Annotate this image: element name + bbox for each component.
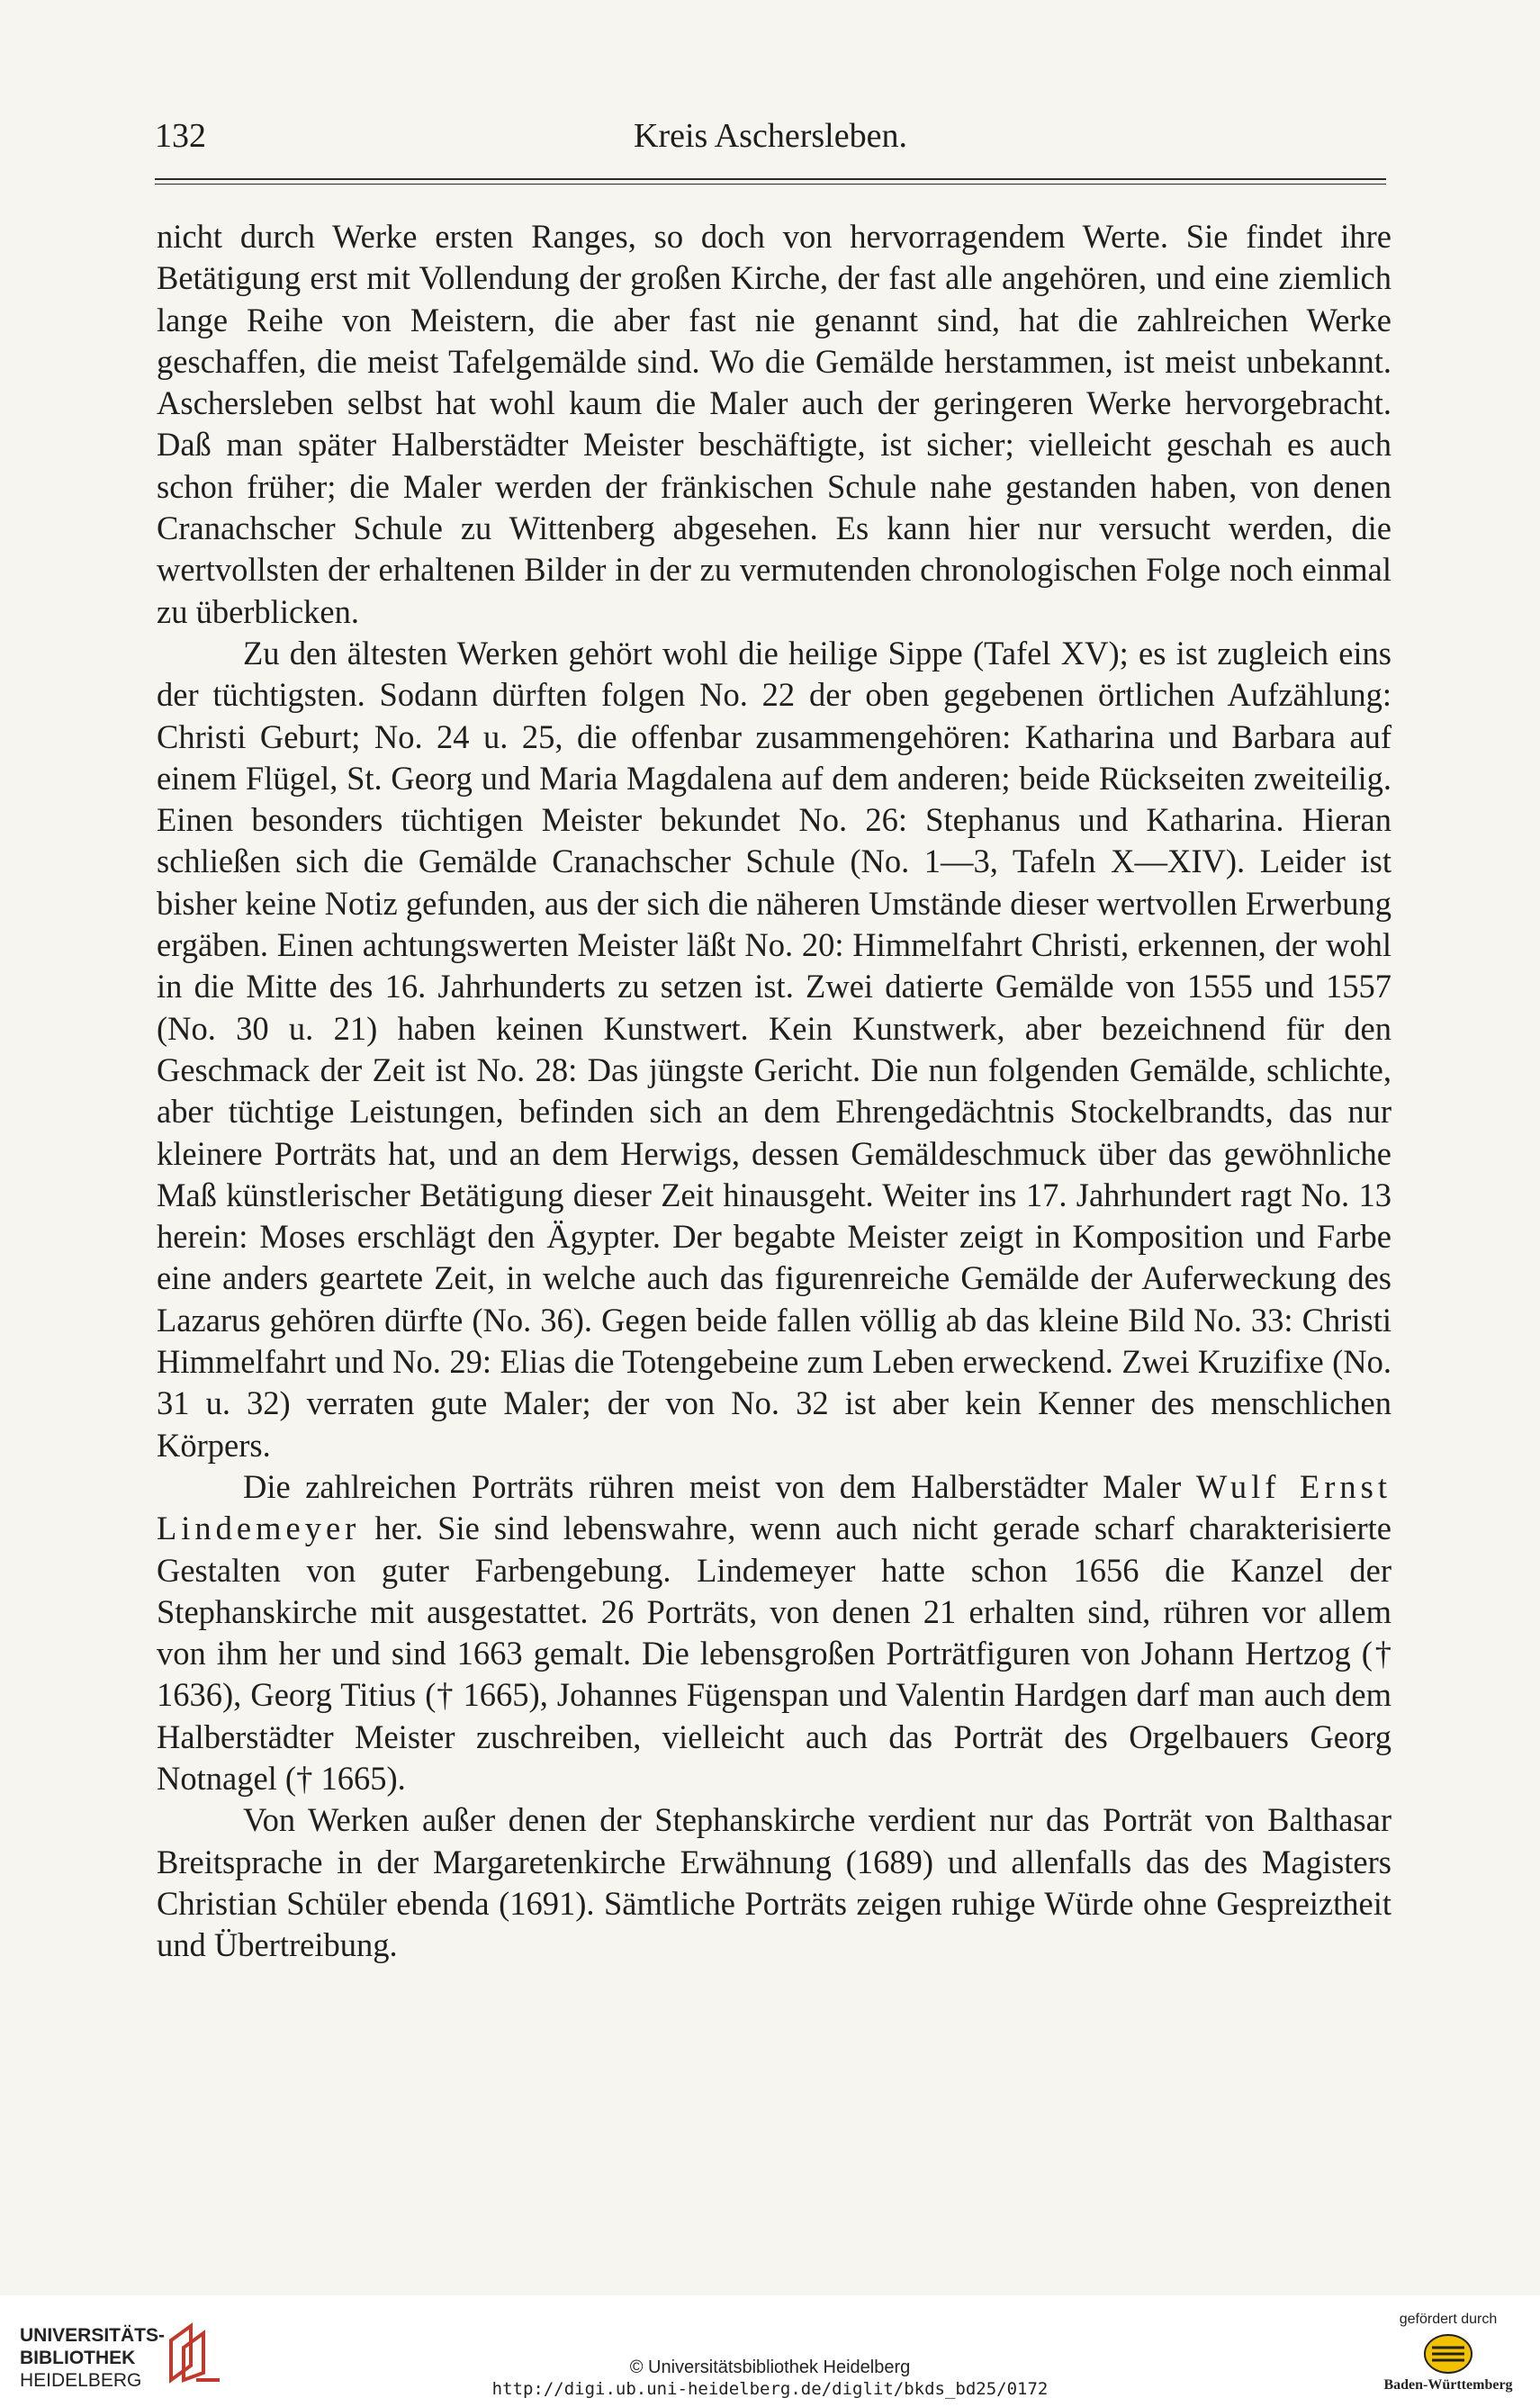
library-line-3: HEIDELBERG bbox=[20, 2370, 142, 2391]
permalink[interactable]: http://digi.ub.uni-heidelberg.de/diglit/bkds_bd25/0172 bbox=[491, 2379, 1049, 2399]
paragraph-1: nicht durch Werke ersten Ranges, so doch von hervorragendem Werte. Sie findet ihre Betätigung erst mit Vollendung der großen Kirche, der fast alle angehören, und eine ziemlich lange Reihe von Meistern, die aber fast nie genannt sind, hat die zahlreichen Werke geschaffen, die meist Tafelgemälde sind. Wo die Gemälde herstammen, ist meist unbekannt. Aschersleben selbst hat wohl kaum die Maler auch der geringeren Werke hervorgebracht. Daß man später Halberstädter Meister beschäftigte, ist sicher; vielleicht geschah es auch schon früher; die Maler werden der fränkischen Schule nahe gestanden haben, von denen Cranachscher Schule zu Wittenberg abgesehen. Es kann hier nur versucht werden, die wertvollsten der erhaltenen Bilder in der zu vermutenden chronologischen Folge noch einmal zu überblicken. bbox=[157, 218, 1391, 630]
painter-name: Wulf Ernst Lindemeyer bbox=[157, 1467, 1391, 1547]
funder-name: Baden-Württemberg bbox=[1383, 2377, 1513, 2393]
paragraph-3-before: Die zahlreichen Porträts rühren meist von dem Halberstädter Maler bbox=[243, 1467, 1196, 1505]
paragraph-2: Zu den ältesten Werken gehört wohl die heilige Sippe (Tafel XV); es ist zugleich eins der tüchtigsten. Sodann dürften folgen No. 22 der oben gegebenen örtlichen Aufzählung: Christi Geburt; No. 24 u. 25, die offenbar zusammengehören: Katharina und Barbara auf einem Flügel, St. Georg und Maria Magdalena auf dem anderen; beide Rückseiten zweiteilig. Einen besonders tüchtigen Meister bekundet No. 26: Stephanus und Katharina. Hieran schließen sich die Gemälde Cranachscher Schule (No. 1—3, Tafeln X—XIV). Leider ist bisher keine Notiz gefunden, aus der sich die näheren Umstände dieser wertvollen Erwerbung ergäben. Einen achtungswerten Meister läßt No. 20: Himmelfahrt Christi, erkennen, der wohl in die Mitte des 16. Jahrhunderts zu setzen ist. Zwei datierte Gemälde von 1555 und 1557 (No. 30 u. 21) haben keinen Kunstwert. Kein Kunstwerk, aber bezeichnend für den Geschmack der Zeit ist No. 28: Das jüngste Gericht. Die nun folgenden Gemälde, schlichte, aber tüchtige Leistungen, befinden sich an dem Ehrengedächtnis Stockelbrandts, das nur kleinere Porträts hat, und an dem Herwigs, dessen Gemäldeschmuck über das gewöhnliche Maß künstlerischer Betätigung dieser Zeit hinausgeht. Weiter ins 17. Jahrhundert ragt No. 13 herein: Moses erschlägt den Ägypter. Der begabte Meister zeigt in Komposition und Farbe eine anders geartete Zeit, in welche auch das figurenreiche Gemälde der Auferweckung des Lazarus gehören dürfte (No. 36). Gegen beide fallen völlig ab das kleine Bild No. 33: Christi Himmelfahrt und No. 29: Elias die Totengebeine zum Leben erweckend. Zwei Kruzifixe (No. 31 u. 32) verraten gute Maler; der von No. 32 ist aber kein Kenner des menschlichen Körpers. bbox=[157, 634, 1391, 1464]
page-header bbox=[155, 113, 1386, 158]
paragraph-3-after: her. Sie sind lebenswahre, wenn auch nicht gerade scharf charakterisierte Gestalten von guter Farbengebung. Lindemeyer hatte schon 1656 die Kanzel der Stephanskirche mit ausgestattet. 26 Porträts, von denen 21 erhalten sind, rühren vor allem von ihm her und sind 1663 gemalt. Die lebensgroßen Porträtfiguren von Johann Hertzog († 1636), Georg Titius († 1665), Johannes Fügenspan und Valentin Hardgen darf man auch dem Halberstädter Meister zuschreiben, vielleicht auch das Porträt des Orgelbauers Georg Notnagel († 1665). bbox=[157, 1510, 1391, 1797]
running-head: Kreis Aschersleben. bbox=[634, 117, 907, 155]
page-number: 132 bbox=[155, 117, 206, 155]
header-rule bbox=[155, 178, 1386, 180]
library-line-2: BIBLIOTHEK bbox=[20, 2348, 136, 2368]
funder-logo[interactable] bbox=[1376, 2312, 1520, 2402]
coat-of-arms-icon bbox=[1423, 2333, 1473, 2375]
digitization-footer bbox=[0, 2295, 1540, 2407]
library-line-1: UNIVERSITÄTS- bbox=[20, 2325, 166, 2346]
copyright-notice: © Universitätsbibliothek Heidelberg bbox=[629, 2357, 911, 2377]
paragraph-4: Von Werken außer denen der Stephanskirche verdient nur das Porträt von Balthasar Breitsprache in der Margaretenkirche Erwähnung (1689) und allenfalls das des Magisters Christian Schüler ebenda (1691). Sämtliche Porträts zeigen ruhige Würde ohne Gespreiztheit und Übertreibung. bbox=[157, 1801, 1391, 1964]
header-rule-thin bbox=[155, 184, 1386, 185]
body-text bbox=[157, 216, 1391, 1966]
paragraph-3 bbox=[157, 1466, 1391, 1799]
funded-by-label: gefördert durch bbox=[1399, 2312, 1498, 2327]
